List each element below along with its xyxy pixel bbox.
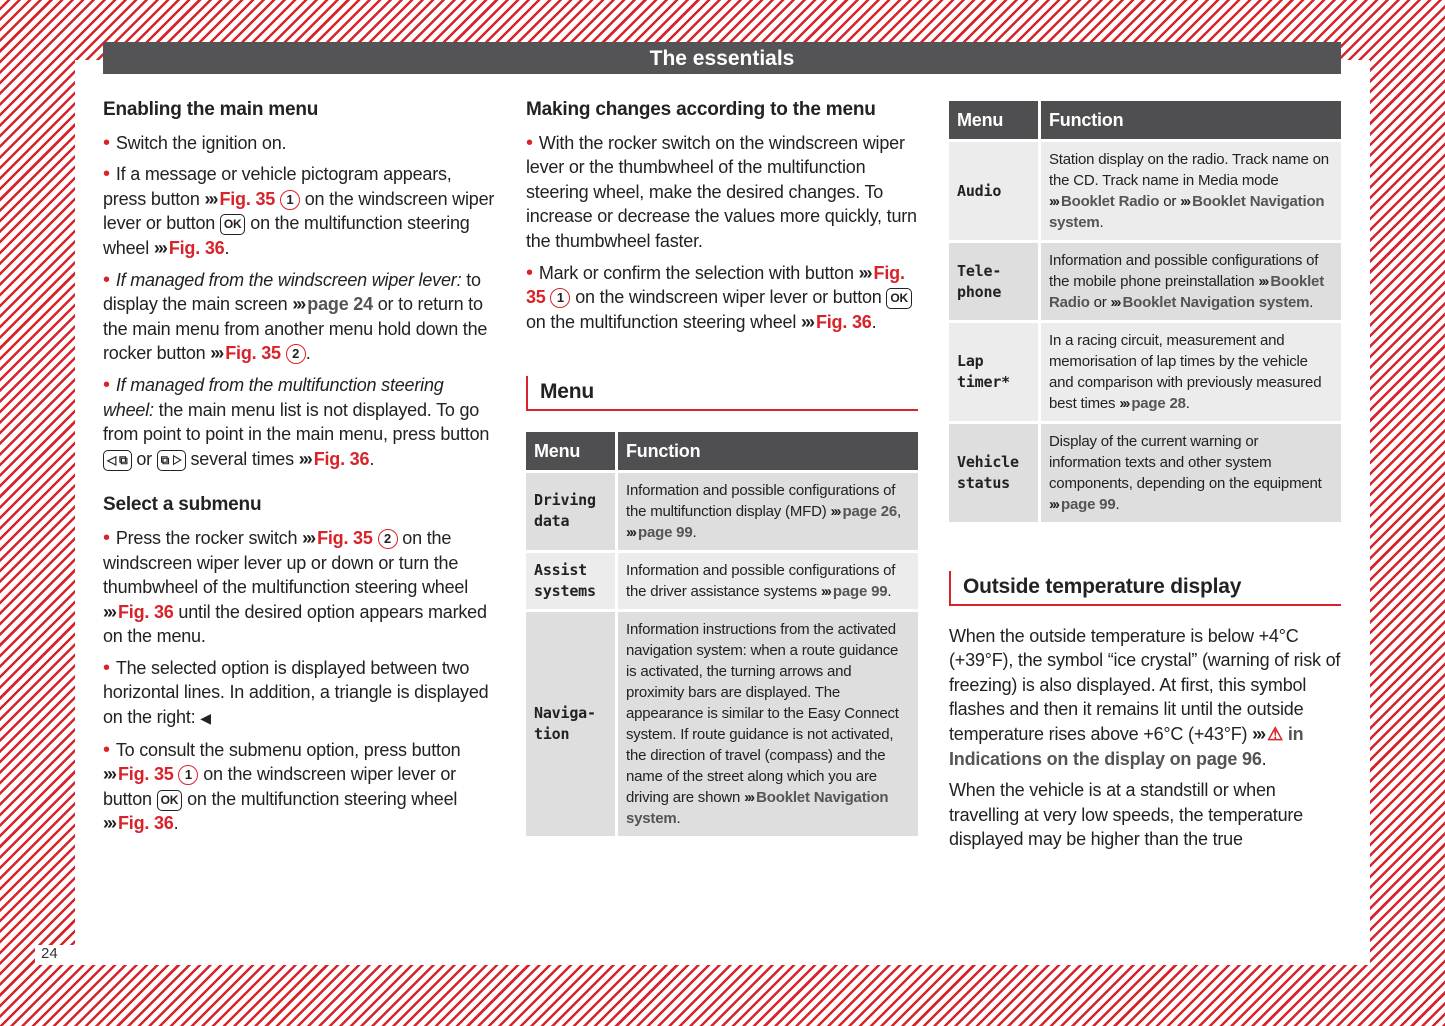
text: or [1089,294,1111,311]
text: To consult the submenu option, press button [115,739,461,760]
table-row [949,243,1341,320]
link-arrows-icon: ››› [820,582,830,600]
function-cell [1041,243,1341,320]
right-column [949,98,1341,859]
text: Information instructions from the activated navigation system: when a route guidance is activated, the turning arrows and proximity bars are displayed. The appearance is similar to the Easy Connect system. If route guidance is not activated, the direction of travel (compass) and the name of the street along which you are driving are shown [626,620,899,806]
menu-table [946,98,1344,525]
menu-table [523,429,921,839]
text [281,343,286,363]
paragraph [949,778,1341,852]
page-reference-link[interactable]: Booklet Radio [1049,273,1324,311]
menu-name-cell: Audio [949,142,1038,240]
button-key-icon: ◁ ⧉ [103,450,132,471]
paragraph [526,131,918,254]
button-key-icon: ⧉ ▷ [157,450,186,471]
left-column [103,98,495,843]
section-heading-menu: Menu [526,376,918,411]
callout-number: 2 [286,344,306,364]
text: Information and possible configurations of the driver assistance systems [626,561,896,600]
figure-reference-link[interactable]: Fig. 36 [313,448,370,469]
text: on the windscreen wiper lever up or down or turn the thumbwheel of the multifunction steering wheel [103,527,469,598]
figure-reference-link[interactable]: Fig. 35 [219,188,276,209]
table-row [526,473,918,550]
text: . [676,809,681,827]
link-arrows-icon: ››› [1049,496,1058,513]
warning-triangle-icon: ⚠ [1267,723,1284,744]
callout-number: 1 [280,190,300,210]
link-arrows-icon: ››› [830,502,840,520]
page-reference-link[interactable]: page 24 [307,294,373,315]
text: Information and possible configurations of the multifunction display (MFD) [626,481,896,520]
column-header: Function [1041,101,1341,139]
text: . [692,523,697,541]
function-cell [618,473,918,550]
link-arrows-icon: ››› [800,311,813,332]
menu-name-cell: Vehicle status [949,424,1038,522]
text: Press the rocker switch [115,527,303,548]
table-row [949,142,1341,240]
text: Display of the current warning or information texts and other system components, depending on the equipment [1049,433,1322,492]
text: or to return to the main menu from another menu hold down the rocker button [103,294,488,364]
callout-number: 1 [178,765,198,785]
page-reference-link[interactable]: page 99 [1061,496,1116,513]
page-reference-link[interactable]: Booklet Navigation system [1049,193,1325,231]
menu-name-cell: Tele-phone [949,243,1038,320]
function-cell [1041,323,1341,421]
text: . [305,343,311,364]
text: on the multifunction steering wheel [103,213,470,258]
link-arrows-icon: ››› [103,601,115,622]
link-arrows-icon: ››› [744,788,754,806]
text: . [871,311,877,332]
paragraph [103,526,495,649]
figure-reference-link[interactable]: Fig. 36 [168,237,225,258]
text: . [1099,214,1104,231]
text: on the multifunction steering wheel [182,788,458,809]
page-number: 24 [35,945,75,965]
paragraph [103,656,495,731]
page-reference-link[interactable]: page 99 [638,523,693,541]
function-cell [1041,142,1341,240]
function-cell [618,612,918,836]
text: With the rocker switch on the windscreen wiper lever or the thumbwheel of the multifunction steering wheel, make the desired changes. To increase or decrease the values more quickly, turn the thumbwheel faster. [526,132,917,251]
column-header: Menu [526,432,615,470]
text: on the windscreen wiper lever or button [103,764,456,809]
text: . [369,448,375,469]
text: . [1261,748,1267,769]
text: on the windscreen wiper lever or button [570,287,887,308]
text: . [224,237,230,258]
text: The selected option is displayed between two horizontal lines. In addition, a triangle is displayed on the right: [103,657,489,728]
text: If a message or vehicle pictogram appears, press button [103,164,452,209]
table-row [526,553,918,609]
link-arrows-icon: ››› [1252,723,1265,744]
text: , [896,502,901,520]
text: Switch the ignition on. [115,132,287,153]
text: on the windscreen wiper lever or button [103,188,495,234]
menu-name-cell: Naviga-tion [526,612,615,836]
text: Information and possible configurations of the mobile phone preinstallation [1049,252,1319,290]
paragraph [103,268,495,366]
middle-column [526,98,918,839]
link-arrows-icon: ››› [298,448,311,469]
paragraph [949,624,1341,772]
paragraph [103,373,495,471]
link-arrows-icon: ››› [302,527,315,548]
figure-reference-link[interactable]: Fig. 36 [117,813,174,834]
text: or [131,448,157,469]
paragraph [103,131,495,156]
menu-name-cell: Driving data [526,473,615,550]
link-arrows-icon: ››› [153,237,166,258]
link-arrows-icon: ››› [1258,273,1268,290]
page-reference-link[interactable]: page 28 [1131,395,1186,412]
page-reference-link[interactable]: page 99 [832,582,888,600]
text: Mark or confirm the selection with button [538,262,859,283]
link-arrows-icon: ››› [1049,193,1058,210]
table-row [949,323,1341,421]
text: . [887,582,892,600]
section-heading-outside-temperature: Outside temperature display [949,571,1341,606]
figure-reference-link[interactable]: Fig. 36 [117,601,174,622]
column-header: Function [618,432,918,470]
link-arrows-icon: ››› [626,523,635,541]
button-key-icon: OK [886,288,912,309]
text: Station display on the radio. Track name on the CD. Track name in Media mode [1049,151,1329,189]
text: the main menu list is not displayed. To go from point to point in the main menu, press button [103,399,490,445]
text: . [1115,496,1120,513]
text: . [1309,294,1314,311]
paragraph [526,261,918,335]
link-arrows-icon: ››› [204,188,217,209]
page-reference-link[interactable]: Booklet Radio [1061,193,1160,210]
triangle-icon: ◀ [200,710,211,727]
text [373,528,378,548]
heading-select-submenu: Select a submenu [103,494,262,516]
link-arrows-icon: ››› [103,764,115,785]
heading-making-changes: Making changes according to the menu [526,99,876,120]
callout-number: 1 [550,288,570,308]
button-key-icon: OK [220,214,246,235]
menu-name-cell: Lap timer* [949,323,1038,421]
page-reference-link[interactable]: page 26 [842,502,897,520]
page-reference-link[interactable]: Booklet Navigation system [626,788,889,827]
chapter-header: The essentials [103,42,1341,74]
table-row [526,612,918,836]
paragraph [103,162,495,260]
text-italic: If managed from the windscreen wiper lever: [115,269,462,290]
text: In a racing circuit, measurement and memorisation of lap times by the vehicle and comparison with previously measured best times [1049,332,1322,412]
menu-name-cell: Assist systems [526,553,615,609]
text: . [1185,395,1190,412]
figure-reference-link[interactable]: Fig. 35 [526,262,905,308]
text-italic: If managed from the multifunction steering wheel: [103,374,444,420]
link-arrows-icon: ››› [292,294,305,315]
text: several times [185,448,299,469]
text: to display the main screen [103,269,481,315]
figure-reference-link[interactable]: Fig. 35 [225,343,281,364]
paragraph [103,738,495,836]
text: When the outside temperature is below +4°C (+39°F), the symbol “ice crystal” (warning of risk of freezing) is also displayed. At first, this symbol flashes and then it remains lit until the outside temperature rises above +6°C (+43°F) [949,625,1341,744]
link-arrows-icon: ››› [1110,294,1120,311]
link-arrows-icon: ››› [210,343,223,364]
text: . [173,813,179,834]
button-key-icon: OK [157,790,183,811]
page-reference-link[interactable]: Booklet Navigation system [1122,294,1310,311]
column-header: Menu [949,101,1038,139]
text: on the multifunction steering wheel [526,311,801,332]
text: until the desired option appears marked on the menu. [103,601,487,647]
figure-reference-link[interactable]: Fig. 36 [815,311,872,332]
text: When the vehicle is at a standstill or when travelling at very low speeds, the temperature displayed may be higher than the true [949,780,1303,850]
page-reference-link[interactable]: in Indications on the display on page 96 [949,723,1304,769]
figure-reference-link[interactable]: Fig. 35 [117,764,174,785]
link-arrows-icon: ››› [858,262,871,283]
link-arrows-icon: ››› [1119,395,1129,412]
table-row [949,424,1341,522]
function-cell [1041,424,1341,522]
figure-reference-link[interactable]: Fig. 35 [317,527,373,548]
link-arrows-icon: ››› [1180,193,1190,210]
callout-number: 2 [378,529,398,549]
link-arrows-icon: ››› [103,813,115,834]
function-cell [618,553,918,609]
text: or [1159,193,1181,210]
heading-enabling-main-menu: Enabling the main menu [103,99,319,120]
